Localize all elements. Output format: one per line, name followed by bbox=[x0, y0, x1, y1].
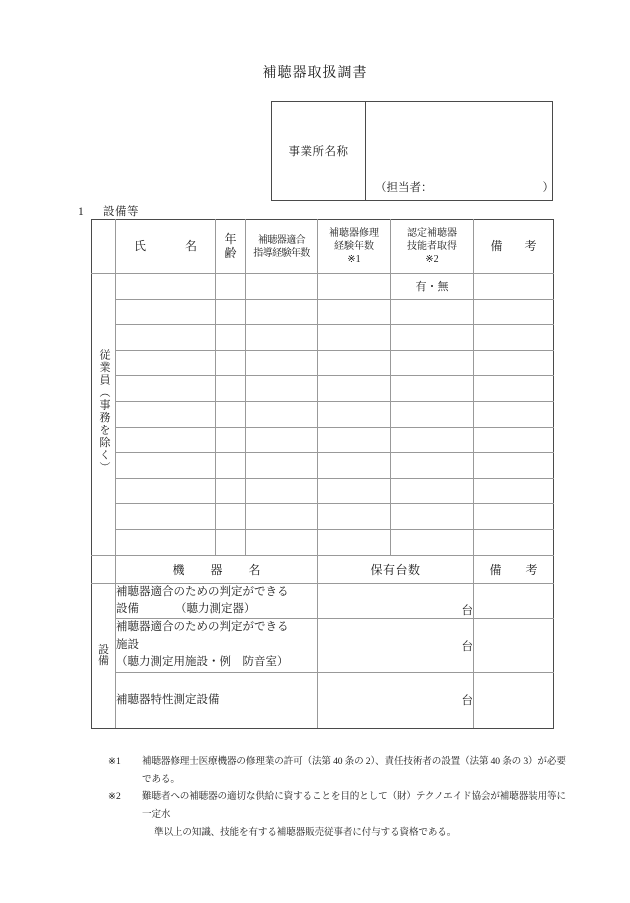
staff-certified-cell[interactable] bbox=[391, 427, 474, 453]
header-device-name: 機 器 名 bbox=[116, 555, 318, 583]
staff-repair-years-cell[interactable] bbox=[318, 401, 391, 427]
header-age bbox=[216, 220, 246, 274]
equipment-name-line2-suffix: （聴力測定器） bbox=[175, 603, 256, 615]
staff-certified-cell[interactable] bbox=[391, 453, 474, 479]
staff-fitting-years-cell[interactable] bbox=[246, 529, 318, 555]
footnote-2-body bbox=[142, 788, 568, 841]
header-repair-note-mark: ※1 bbox=[347, 254, 361, 265]
table-row bbox=[92, 325, 554, 351]
header-fitting-years bbox=[246, 220, 318, 274]
header-certified-line1: 認定補聴器 bbox=[407, 228, 457, 239]
staff-certified-cell[interactable] bbox=[391, 478, 474, 504]
staff-age-cell[interactable] bbox=[216, 478, 246, 504]
equipment-name-line1: 補聴器特性測定設備 bbox=[116, 693, 220, 706]
equipment-quantity-cell[interactable] bbox=[318, 672, 474, 728]
staff-certified-cell[interactable] bbox=[391, 376, 474, 402]
header-repair-line2: 経験年数 bbox=[334, 241, 374, 252]
table-row bbox=[92, 529, 554, 555]
header-certified-line2: 技能者取得 bbox=[407, 241, 457, 252]
equipment-name-line1: 補聴器適合のための判定ができる bbox=[116, 621, 289, 634]
header-repair-line1: 補聴器修理 bbox=[329, 228, 379, 239]
equipment-quantity-cell[interactable] bbox=[318, 583, 474, 619]
footnote-1 bbox=[108, 753, 568, 788]
header-certified-note-mark: ※2 bbox=[425, 254, 439, 265]
person-in-charge-paren-close: ） bbox=[542, 182, 554, 194]
table-row bbox=[92, 583, 554, 619]
header-certified-technician bbox=[391, 220, 474, 274]
table-row bbox=[92, 376, 554, 402]
staff-certified-cell[interactable] bbox=[391, 401, 474, 427]
staff-header-row bbox=[92, 220, 554, 274]
staff-name-cell[interactable] bbox=[116, 478, 216, 504]
staff-age-cell[interactable] bbox=[216, 529, 246, 555]
person-in-charge-field[interactable] bbox=[375, 179, 554, 195]
table-row bbox=[92, 299, 554, 325]
staff-age-cell[interactable] bbox=[216, 453, 246, 479]
office-name-input[interactable] bbox=[366, 102, 552, 200]
staff-repair-years-cell[interactable] bbox=[318, 350, 391, 376]
equipment-quantity-unit: 台 bbox=[461, 605, 473, 618]
header-equipment-remarks: 備 考 bbox=[474, 555, 554, 583]
footnotes bbox=[108, 753, 568, 842]
staff-name-cell[interactable] bbox=[116, 504, 216, 530]
staff-certified-cell[interactable] bbox=[391, 504, 474, 530]
staff-age-cell[interactable] bbox=[216, 401, 246, 427]
table-row bbox=[92, 504, 554, 530]
staff-certified-cell[interactable] bbox=[391, 299, 474, 325]
equipment-name-line2 bbox=[116, 601, 317, 618]
header-age-line2: 齢 bbox=[224, 245, 237, 260]
staff-age-cell[interactable] bbox=[216, 299, 246, 325]
equipment-name-line3: （聴力測定用施設・例 防音室） bbox=[116, 656, 289, 669]
header-repair-years bbox=[318, 220, 391, 274]
staff-remarks-cell[interactable] bbox=[474, 504, 554, 530]
staff-certified-cell[interactable] bbox=[391, 350, 474, 376]
staff-certified-cell[interactable] bbox=[391, 325, 474, 351]
staff-fitting-years-cell[interactable] bbox=[246, 427, 318, 453]
person-in-charge-label: （担当者： bbox=[375, 182, 433, 194]
staff-section-label-text: 従業員（事務を除く） bbox=[98, 349, 110, 475]
office-name-label: 事業所名称 bbox=[272, 102, 366, 200]
staff-age-cell[interactable] bbox=[216, 325, 246, 351]
staff-fitting-years-cell[interactable] bbox=[246, 299, 318, 325]
staff-fitting-years-cell[interactable] bbox=[246, 504, 318, 530]
staff-remarks-cell[interactable] bbox=[474, 325, 554, 351]
footnote-1-mark: ※1 bbox=[108, 756, 121, 767]
header-remarks: 備 考 bbox=[474, 220, 554, 274]
staff-certified-cell[interactable]: 有・無 bbox=[391, 274, 474, 300]
header-age-line1: 年 bbox=[224, 232, 237, 247]
staff-repair-years-cell[interactable] bbox=[318, 274, 391, 300]
equipment-remarks-cell[interactable] bbox=[474, 583, 554, 619]
staff-remarks-cell[interactable] bbox=[474, 478, 554, 504]
staff-remarks-cell[interactable] bbox=[474, 299, 554, 325]
section-number: 1 bbox=[78, 206, 85, 218]
equipment-name-line2 bbox=[116, 637, 317, 654]
equipment-quantity-cell[interactable] bbox=[318, 619, 474, 672]
office-name-box bbox=[271, 101, 553, 201]
staff-repair-years-cell[interactable] bbox=[318, 325, 391, 351]
staff-name-cell[interactable] bbox=[116, 529, 216, 555]
equipment-section-label-char1: 設 bbox=[98, 643, 109, 656]
staff-corner-cell bbox=[92, 220, 116, 274]
table-row bbox=[92, 350, 554, 376]
staff-repair-years-cell[interactable] bbox=[318, 427, 391, 453]
staff-repair-years-cell[interactable] bbox=[318, 478, 391, 504]
staff-age-cell[interactable] bbox=[216, 504, 246, 530]
staff-fitting-years-cell[interactable] bbox=[246, 325, 318, 351]
equipment-section-label bbox=[92, 583, 116, 728]
staff-name-cell[interactable] bbox=[116, 427, 216, 453]
staff-remarks-cell[interactable] bbox=[474, 274, 554, 300]
staff-name-cell[interactable] bbox=[116, 274, 216, 300]
staff-remarks-cell[interactable] bbox=[474, 529, 554, 555]
document-title: 補聴器取扱調書 bbox=[262, 66, 368, 81]
staff-repair-years-cell[interactable] bbox=[318, 504, 391, 530]
equipment-name-line1: 補聴器適合のための判定ができる bbox=[116, 585, 289, 598]
footnote-2-mark: ※2 bbox=[108, 791, 121, 803]
header-fitting-line1: 補聴器適合 bbox=[258, 234, 305, 246]
staff-remarks-cell[interactable] bbox=[474, 427, 554, 453]
footnote-1-body bbox=[142, 753, 568, 788]
table-row bbox=[92, 672, 554, 728]
equipment-name-cell bbox=[116, 619, 318, 672]
section-title: 設備等 bbox=[103, 206, 139, 218]
staff-name-cell[interactable] bbox=[116, 325, 216, 351]
equipment-header-row bbox=[92, 555, 554, 583]
staff-repair-years-cell[interactable] bbox=[318, 453, 391, 479]
staff-fitting-years-cell[interactable] bbox=[246, 274, 318, 300]
equipment-name-line2-prefix: 施設 bbox=[116, 638, 139, 651]
staff-certified-cell[interactable] bbox=[391, 529, 474, 555]
equipment-quantity-unit: 台 bbox=[461, 695, 473, 708]
staff-age-cell[interactable] bbox=[216, 274, 246, 300]
header-quantity: 保有台数 bbox=[318, 555, 474, 583]
staff-fitting-years-cell[interactable] bbox=[246, 350, 318, 376]
staff-remarks-cell[interactable] bbox=[474, 350, 554, 376]
table-row bbox=[92, 274, 554, 300]
staff-remarks-cell[interactable] bbox=[474, 376, 554, 402]
table-row bbox=[92, 453, 554, 479]
header-name: 氏 名 bbox=[116, 220, 216, 274]
equipment-name-line2-prefix: 設備 bbox=[116, 603, 139, 615]
equipment-corner-cell bbox=[92, 555, 116, 583]
staff-fitting-years-cell[interactable] bbox=[246, 453, 318, 479]
staff-repair-years-cell[interactable] bbox=[318, 299, 391, 325]
footnote-2-line1: 難聴者への補聴器の適切な供給に資することを目的として（財）テクノエイド協会が補聴器装用等に一定水 bbox=[142, 791, 566, 821]
table-row bbox=[92, 427, 554, 453]
staff-section-label bbox=[92, 274, 116, 556]
equipment-quantity-unit: 台 bbox=[461, 640, 473, 653]
staff-name-cell[interactable] bbox=[116, 350, 216, 376]
footnote-2-line2: 準以上の知識、技能を有する補聴器販売従事者に付与する資格である。 bbox=[154, 826, 457, 838]
header-fitting-line2: 指導経験年数 bbox=[253, 247, 310, 259]
equipment-name-cell bbox=[116, 583, 318, 619]
equipment-section-label-char2: 備 bbox=[98, 654, 109, 667]
staff-age-cell[interactable] bbox=[216, 350, 246, 376]
staff-age-cell[interactable] bbox=[216, 427, 246, 453]
staff-repair-years-cell[interactable] bbox=[318, 376, 391, 402]
section-heading bbox=[78, 203, 139, 219]
staff-remarks-cell[interactable] bbox=[474, 401, 554, 427]
staff-age-cell[interactable] bbox=[216, 376, 246, 402]
staff-fitting-years-cell[interactable] bbox=[246, 478, 318, 504]
staff-name-cell[interactable] bbox=[116, 376, 216, 402]
table-row bbox=[92, 401, 554, 427]
footnote-2 bbox=[108, 788, 568, 841]
table-row bbox=[92, 619, 554, 672]
equipment-name-cell bbox=[116, 672, 318, 728]
staff-remarks-cell[interactable] bbox=[474, 453, 554, 479]
equipment-and-staff-table bbox=[91, 219, 554, 729]
staff-name-cell[interactable] bbox=[116, 453, 216, 479]
staff-repair-years-cell[interactable] bbox=[318, 529, 391, 555]
equipment-remarks-cell[interactable] bbox=[474, 619, 554, 672]
table-row bbox=[92, 478, 554, 504]
equipment-remarks-cell[interactable] bbox=[474, 672, 554, 728]
staff-name-cell[interactable] bbox=[116, 299, 216, 325]
staff-fitting-years-cell[interactable] bbox=[246, 376, 318, 402]
staff-fitting-years-cell[interactable] bbox=[246, 401, 318, 427]
footnote-1-line1: 補聴器修理士医療機器の修理業の許可（法第 40 条の 2）、責任技術者の設置（法第 40 条の 3）が必要である。 bbox=[142, 756, 566, 785]
staff-name-cell[interactable] bbox=[116, 401, 216, 427]
